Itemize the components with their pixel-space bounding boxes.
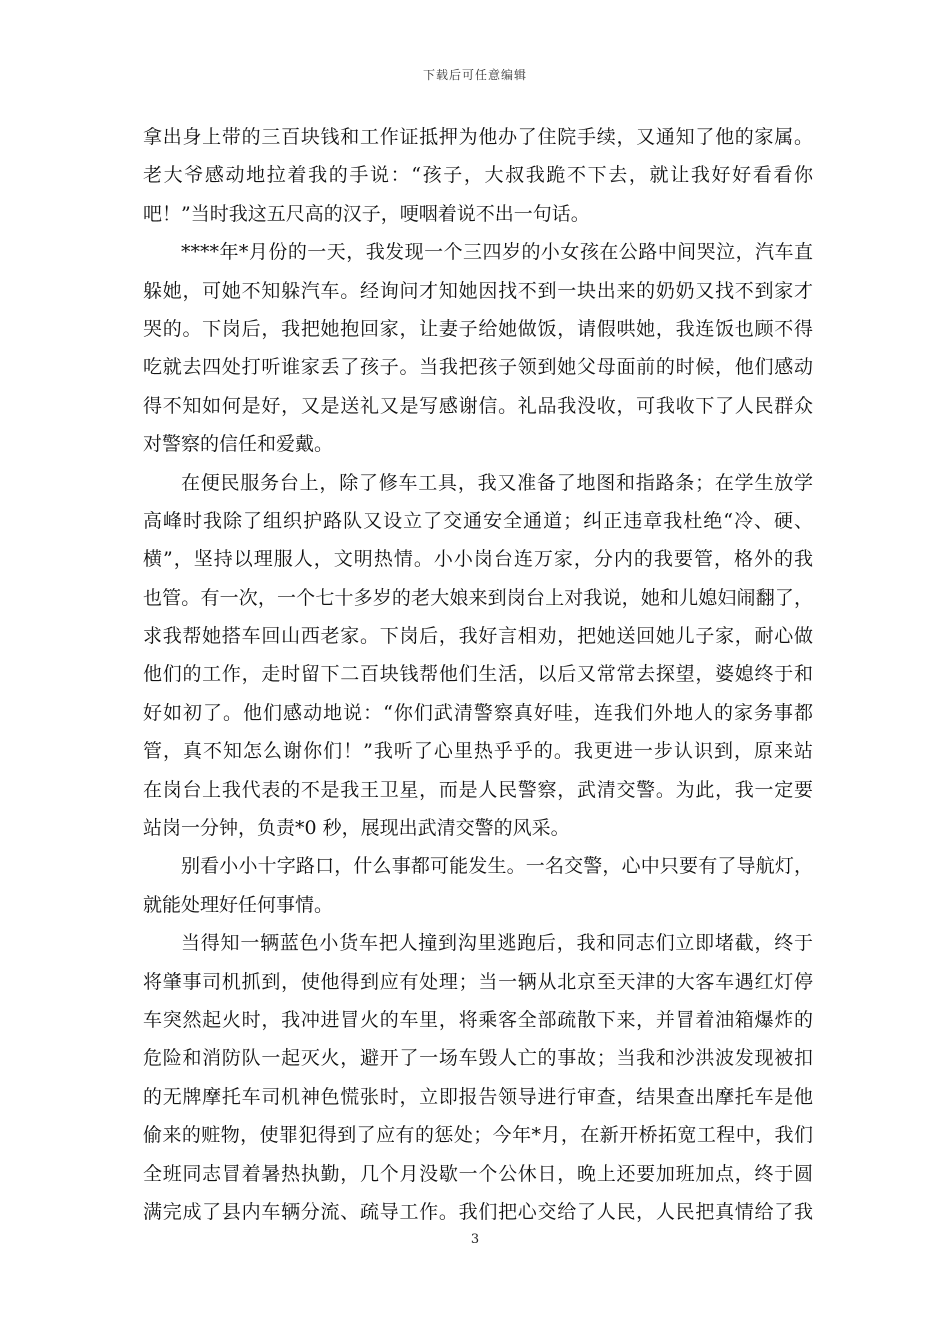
page-header: 下载后可任意编辑 [422,68,527,82]
text-line: 求我帮她搭车回山西老家。下岗后，我好言相劝，把她送回她儿子家，耐心做 [143,625,813,648]
text-line: 拿出身上带的三百块钱和工作证抵押为他办了住院手续，又通知了他的家属。 [143,126,813,148]
text-line: ****年*月份的一天，我发现一个三四岁的小女孩在公路中间哭泣，汽车直 [181,241,813,264]
text-line: 当得知一辆蓝色小货车把人撞到沟里逃跑后，我和同志们立即堵截，终于 [181,932,813,955]
paragraph [143,118,813,233]
text-line: 也管。有一次，一个七十多岁的老大娘来到岗台上对我说，她和儿媳妇闹翻了， [143,586,813,609]
page-number: 3 [470,1232,480,1247]
text-line: 偷来的赃物，使罪犯得到了应有的惩处；今年*月，在新开桥拓宽工程中，我们 [143,1124,813,1147]
text-line: 得不知如何是好，又是送礼又是写感谢信。礼品我没收，可我收下了人民群众 [143,394,813,417]
text-line: 站岗一分钟，负责*0 秒，展现出武清交警的风采。 [143,817,570,840]
text-line: 满完成了县内车辆分流、疏导工作。我们把心交给了人民，人民把真情给了我 [143,1200,813,1223]
text-line: 好如初了。他们感动地说：“你们武清警察真好哇，连我们外地人的家务事都 [143,701,813,724]
text-line: 车突然起火时，我冲进冒火的车里，将乘客全部疏散下来，并冒着油箱爆炸的 [143,1008,813,1031]
text-line: 横”，坚持以理服人，文明热情。小小岗台连万家，分内的我要管，格外的我 [143,548,813,571]
paragraph [143,233,813,463]
text-line: 在便民服务台上，除了修车工具，我又准备了地图和指路条；在学生放学 [181,471,813,494]
text-line: 老大爷感动地拉着我的手说：“孩子，大叔我跪不下去，就让我好好看看你 [143,164,813,187]
text-line: 危险和消防队一起灭火，避开了一场车毁人亡的事故；当我和沙洪波发现被扣 [143,1047,813,1070]
paragraph [143,924,813,1231]
text-line: 吧！”当时我这五尺高的汉子，哽咽着说不出一句话。 [143,202,590,225]
text-line: 吃就去四处打听谁家丢了孩子。当我把孩子领到她父母面前的时候，他们感动 [143,356,813,379]
text-line: 别看小小十字路口，什么事都可能发生。一名交警，心中只要有了导航灯， [181,855,813,878]
text-line: 躲她，可她不知躲汽车。经询问才知她因找不到一块出来的奶奶又找不到家才 [143,279,813,302]
text-line: 就能处理好任何事情。 [143,893,334,916]
document-body [143,118,813,1231]
text-line: 哭的。下岗后，我把她抱回家，让妻子给她做饭，请假哄她，我连饭也顾不得 [143,317,813,340]
text-line: 的无牌摩托车司机神色慌张时，立即报告领导进行审查，结果查出摩托车是他 [143,1085,813,1108]
text-line: 对警察的信任和爱戴。 [143,433,334,456]
text-line: 将肇事司机抓到，使他得到应有处理；当一辆从北京至天津的大客车遇红灯停 [143,970,813,993]
text-line: 全班同志冒着暑热执勤，几个月没歇一个公休日，晚上还要加班加点，终于圆 [143,1162,813,1185]
paragraph [143,464,813,848]
text-line: 管，真不知怎么谢你们！”我听了心里热乎乎的。我更进一步认识到，原来站 [143,740,813,763]
text-line: 高峰时我除了组织护路队又设立了交通安全通道；纠正违章我杜绝“冷、硬、 [143,509,813,532]
paragraph [143,847,813,924]
text-line: 在岗台上我代表的不是我王卫星，而是人民警察，武清交警。为此，我一定要 [143,778,813,801]
text-line: 他们的工作，走时留下二百块钱帮他们生活，以后又常常去探望，婆媳终于和 [143,663,813,686]
